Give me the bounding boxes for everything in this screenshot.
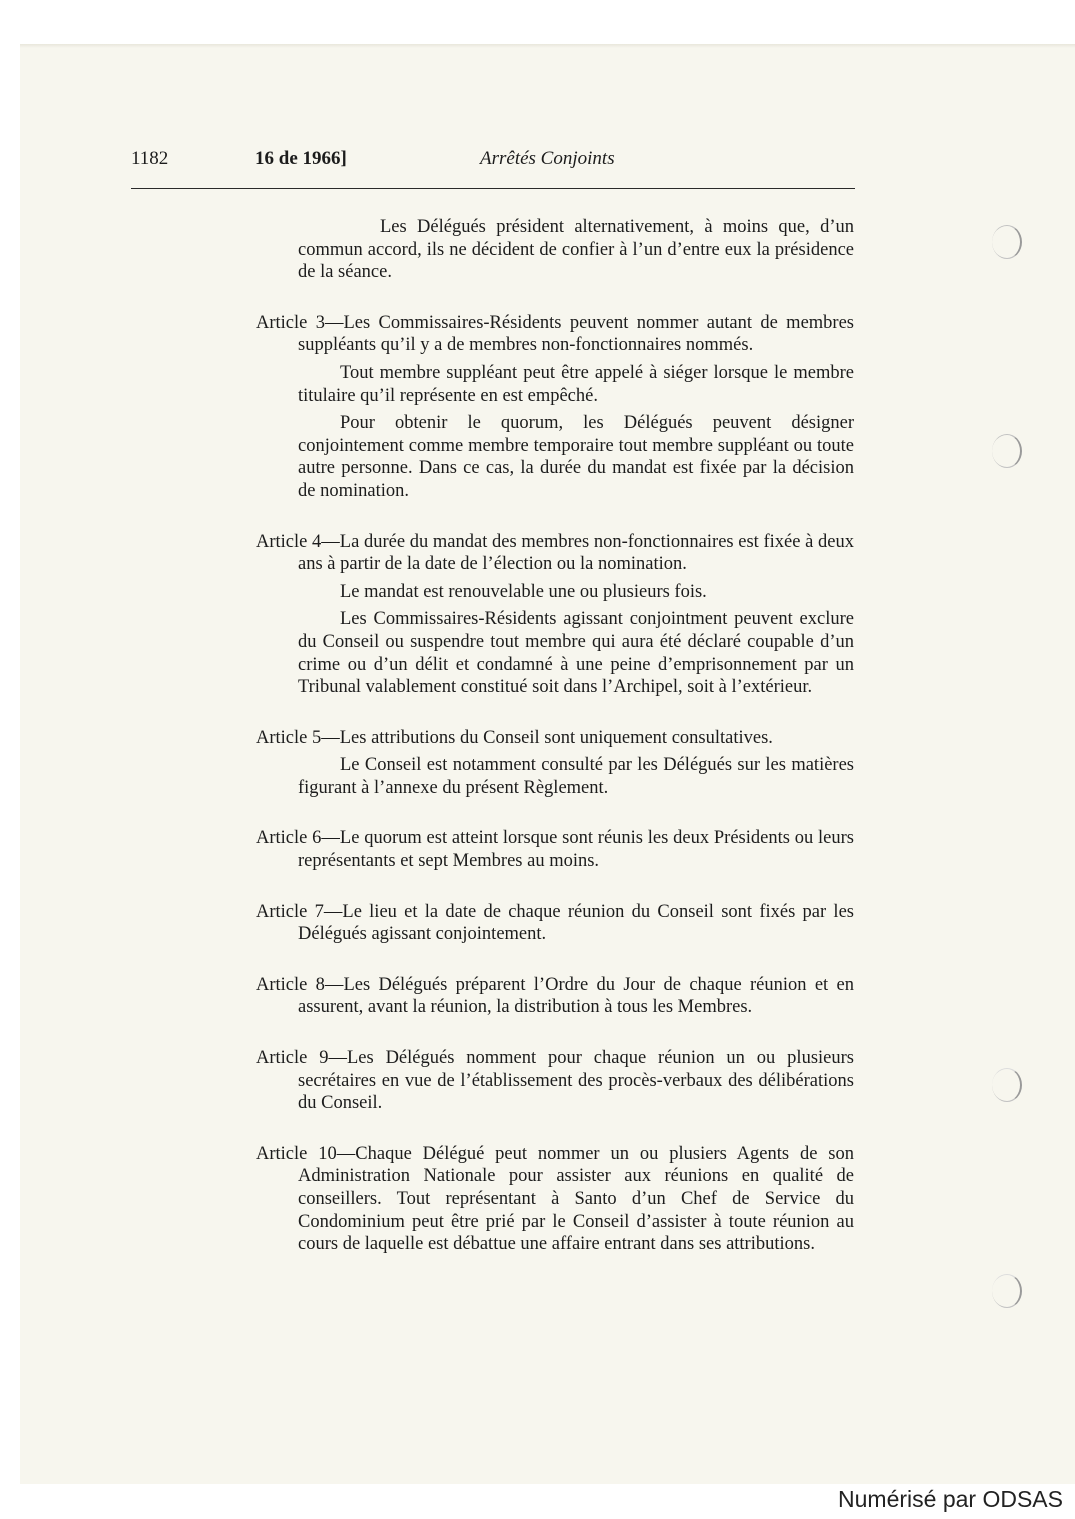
article-paragraph	[256, 827, 854, 872]
article-subparagraph: Les Commissaires-Résidents agissant conjointment peuvent exclure du Conseil ou suspendre tout membre qui aura été déclaré coupable d’un crime ou d’un délit et condamné à une peine d’emprisonnement par un Tribunal valablement constitué soit dans l’Archipel, soit à l’extérieur.	[298, 609, 854, 698]
page-number: 1182	[131, 148, 169, 169]
article-label: Article 4—	[256, 531, 340, 552]
article-text: Les Délégués préparent l’Ordre du Jour de chaque réunion et en assurent, avant la réunion, la distribution à tous les Membres.	[298, 974, 854, 1018]
article-label: Article 6—	[256, 828, 340, 849]
article-block	[256, 1143, 854, 1256]
article-label: Article 8—	[256, 974, 344, 995]
running-title: Arrêtés Conjoints	[480, 148, 615, 169]
article-text: Les Délégués nomment pour chaque réunion un ou plusieurs secrétaires en vue de l’établissement des procès-verbaux des délibérations du Conseil.	[298, 1048, 854, 1114]
page-header	[0, 148, 1075, 178]
article-block	[256, 727, 854, 800]
header-rule	[131, 188, 855, 189]
article-label: Article 7—	[256, 901, 343, 922]
article-block	[256, 974, 854, 1019]
article-paragraph	[256, 1143, 854, 1256]
punch-hole-3	[992, 1068, 1022, 1102]
article-block	[256, 312, 854, 503]
article-paragraph	[256, 974, 854, 1019]
punch-hole-2	[992, 434, 1022, 468]
punch-hole-1	[992, 225, 1022, 259]
article-text: Le quorum est atteint lorsque sont réunis les deux Présidents ou leurs représentants et sept Membres au moins.	[298, 828, 854, 872]
article-subparagraph: Tout membre suppléant peut être appelé à siéger lorsque le membre titulaire qu’il représente en est empêché.	[298, 362, 854, 406]
articles-list	[256, 312, 854, 1256]
article-subparagraph: Le mandat est renouvelable une ou plusieurs fois.	[340, 581, 707, 602]
article-label: Article 5—	[256, 727, 340, 748]
article-block	[256, 827, 854, 872]
article-subparagraph: Pour obtenir le quorum, les Délégués peuvent désigner conjointement comme membre temporaire tout membre suppléant ou toute autre personne. Dans ce cas, la durée du mandat est fixée par la décision de nomination.	[298, 413, 854, 501]
article-block	[256, 531, 854, 699]
article-label: Article 9—	[256, 1048, 347, 1069]
document-body	[256, 216, 854, 1256]
article-text: Chaque Délégué peut nommer un ou plusiers Agents de son Administration Nationale pour assister aux réunions en qualité de conseillers. Tout représentant à Santo d’un Chef de Service du Condominium peut être prié par le Conseil d’assister à toute réunion au cours de laquelle est débattue une affaire entrant dans ses attributions.	[298, 1143, 855, 1255]
article-text: Les attributions du Conseil sont uniquement consultatives.	[339, 727, 773, 748]
article-label: Article 10—	[256, 1143, 356, 1164]
page-edge	[20, 44, 1075, 48]
article-subparagraph: Le Conseil est notamment consulté par les Délégués sur les matières figurant à l’annexe du présent Règlement.	[298, 755, 854, 798]
article-text: Le lieu et la date de chaque réunion du Conseil sont fixés par les Délégués agissant conjointement.	[298, 901, 854, 945]
article-paragraph	[256, 727, 854, 750]
digitization-credit: Numérisé par ODSAS	[838, 1486, 1063, 1512]
article-paragraph	[256, 1047, 854, 1115]
article-paragraph	[256, 312, 854, 357]
article-paragraph	[256, 531, 854, 576]
continued-paragraph: Les Délégués président alternativement, à moins que, d’un commun accord, ils ne décident de confier à l’un d’entre eux la présidence de la séance.	[298, 217, 854, 283]
article-paragraph	[256, 901, 854, 946]
article-block	[256, 901, 854, 946]
issue-reference: 16 de 1966]	[255, 148, 347, 169]
punch-hole-4	[992, 1274, 1022, 1308]
article-text: Les Commissaires-Résidents peuvent nommer autant de membres suppléants qu’il y a de membres non-fonctionnaires nommés.	[298, 312, 854, 356]
article-block	[256, 1047, 854, 1115]
article-text: La durée du mandat des membres non-fonctionnaires est fixée à deux ans à partir de la date de l’élection ou la nomination.	[298, 531, 854, 575]
article-label: Article 3—	[256, 312, 344, 333]
